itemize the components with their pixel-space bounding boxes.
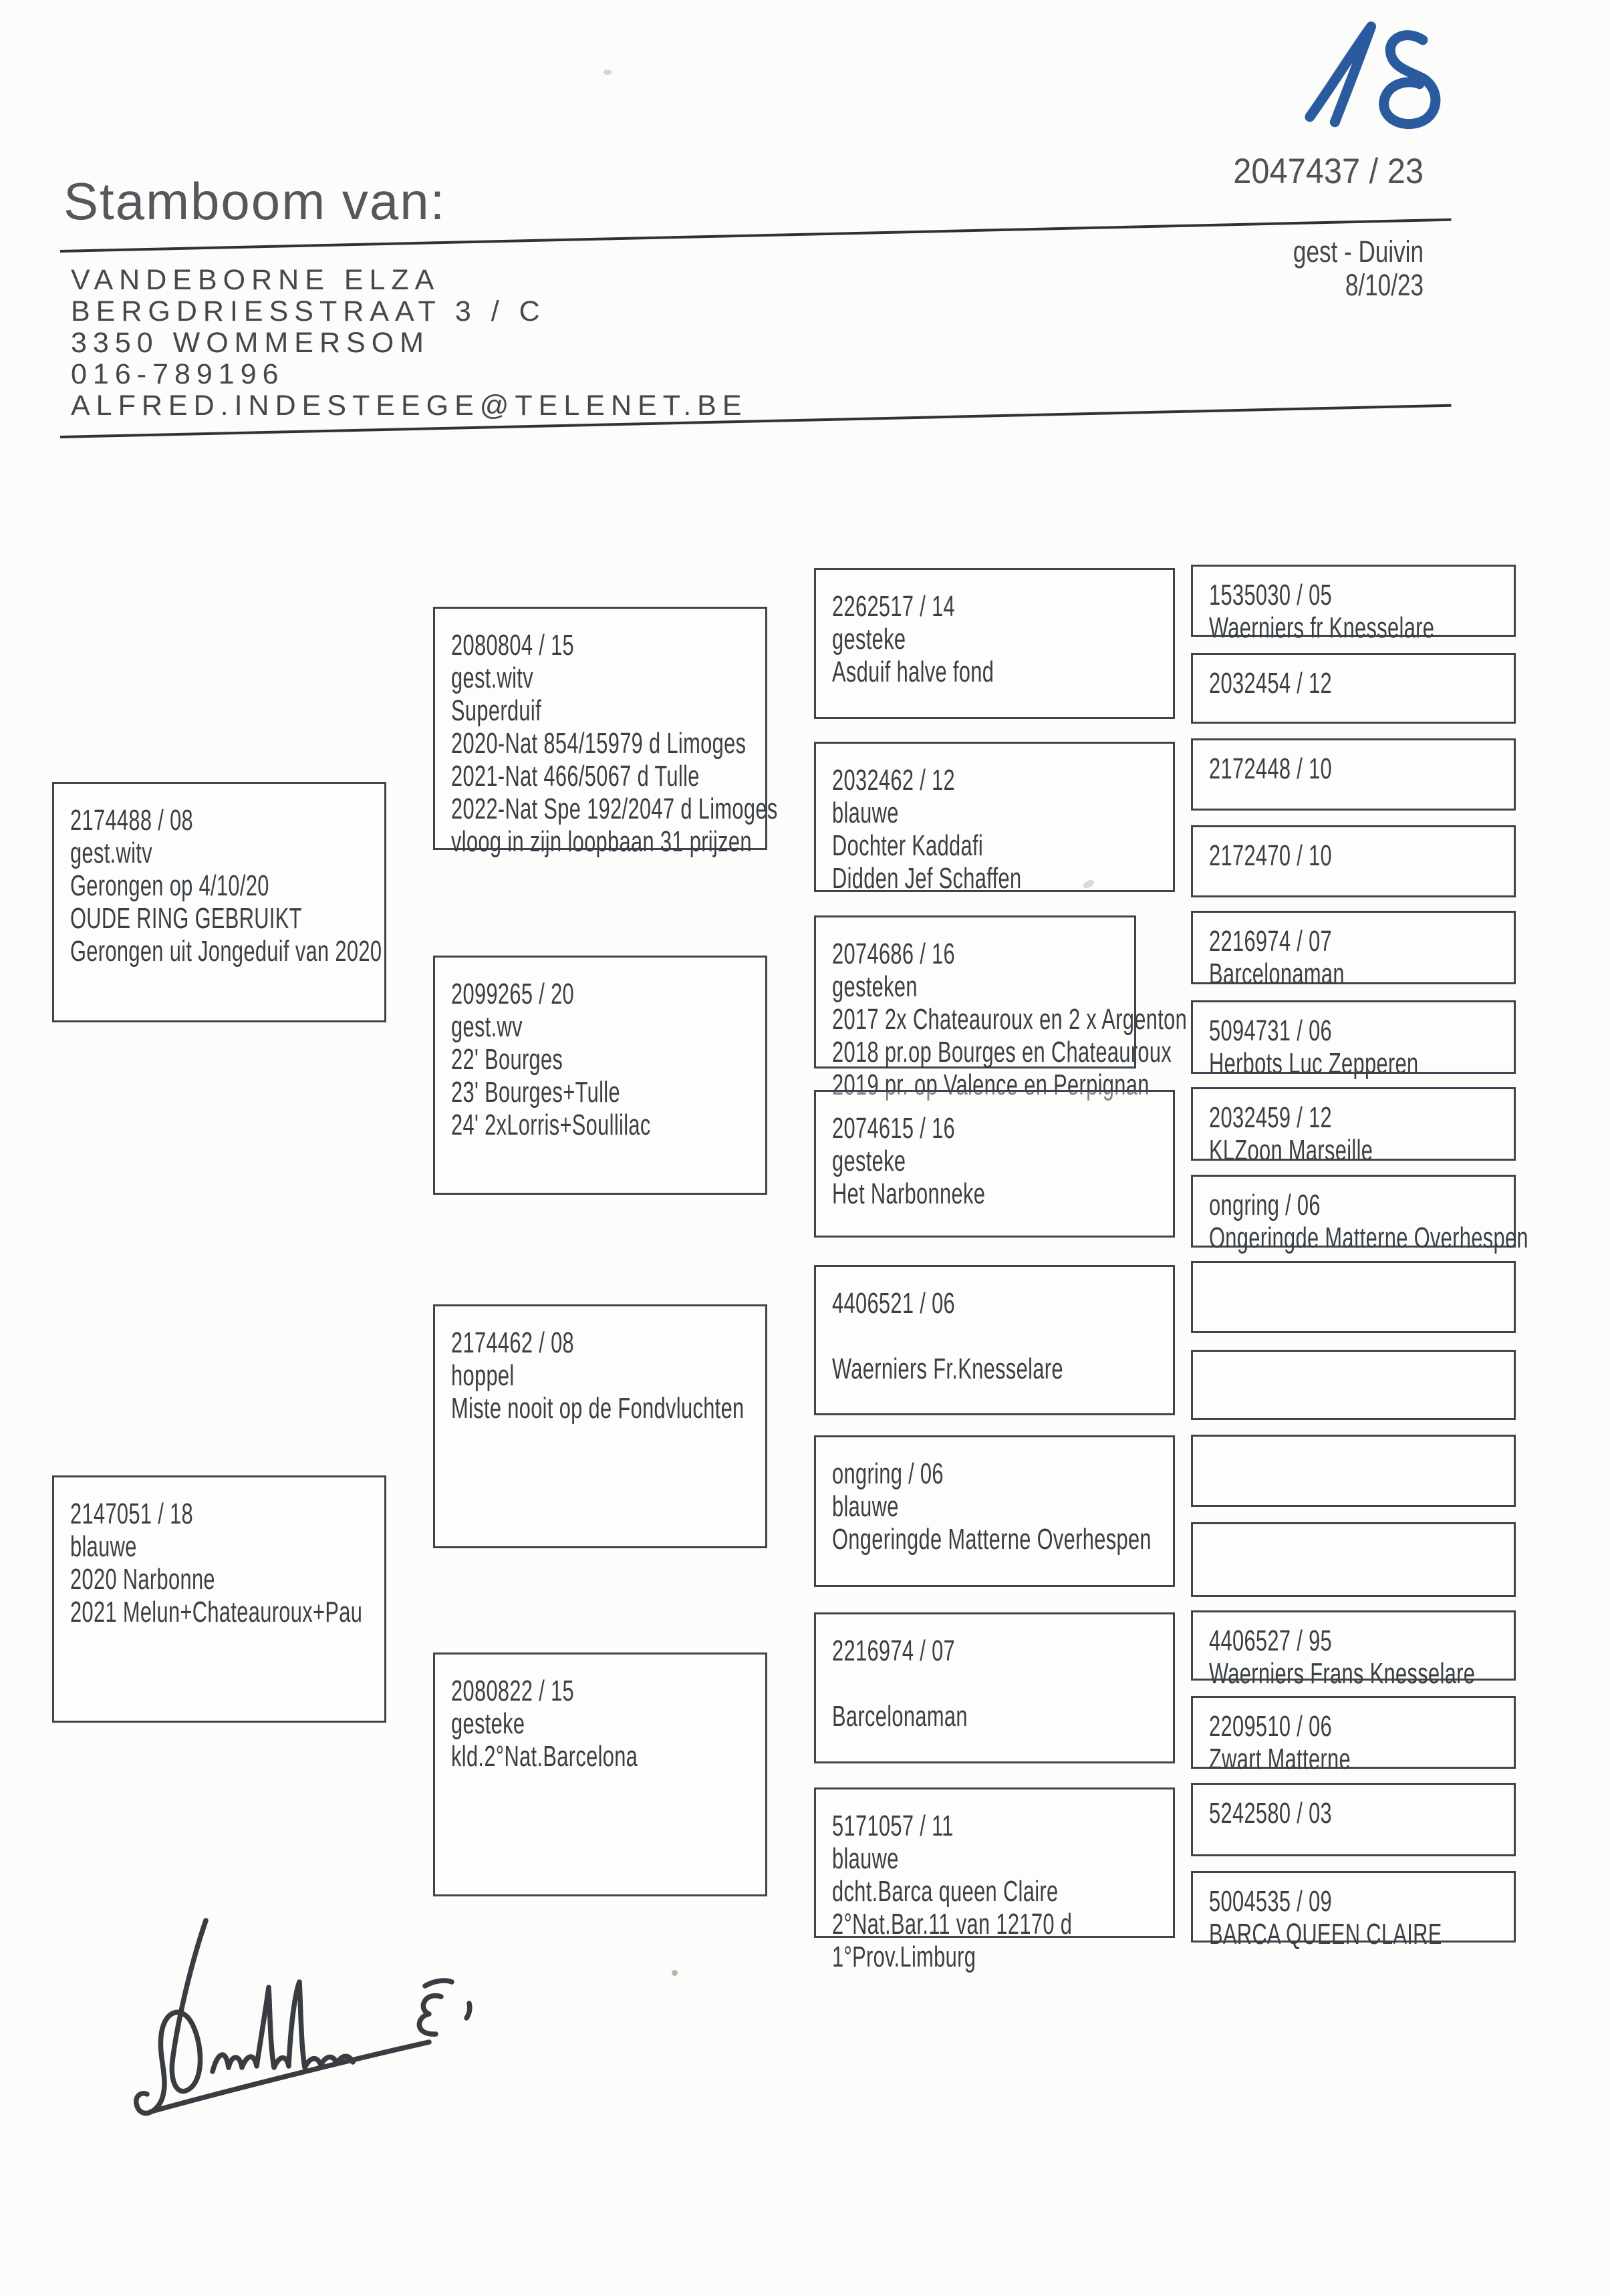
box-line: Gerongen uit Jongeduif van 2020: [70, 935, 382, 968]
pedigree-box-g4b3: [1191, 738, 1516, 811]
box-text: [451, 1326, 745, 1425]
pedigree-box-g4b4: [1191, 825, 1516, 897]
pedigree-box-g4b15: [1191, 1783, 1516, 1856]
pedigree-box-g4b2: [1191, 653, 1516, 724]
box-line: ongring / 06: [832, 1457, 944, 1490]
box-line: gest.witv: [451, 662, 533, 694]
pedigree-box-g2b1: [433, 607, 778, 858]
signature: [127, 1906, 488, 2133]
box-line: 2°Nat.Bar.11 van 12170 d: [832, 1908, 1073, 1941]
pedigree-box-g4b16: [1191, 1871, 1516, 1951]
box-line: ongring / 06: [1209, 1189, 1321, 1222]
box-line: Het Narbonneke: [832, 1177, 986, 1210]
box-line: hoppel: [451, 1359, 515, 1392]
pedigree-box-g3b7: [814, 1612, 1175, 1763]
owner-phone: 016-789196: [71, 358, 285, 390]
box-line: Waerniers Frans Knesselare: [1209, 1657, 1476, 1690]
box-line: 5171057 / 11: [832, 1810, 954, 1842]
box-text: [1209, 1189, 1528, 1254]
pedigree-box-g3b1: [814, 568, 1175, 719]
box-text: [451, 978, 671, 1141]
pedigree-box-g4b10: [1191, 1350, 1516, 1420]
bird-date: 8/10/23: [1345, 268, 1424, 302]
box-line: gest.witv: [70, 837, 152, 869]
pedigree-box-g1b2: [52, 1475, 386, 1723]
pedigree-box-g3b2: [814, 742, 1175, 895]
pedigree-box-g4b11: [1191, 1435, 1516, 1507]
scan-speck: [672, 1970, 678, 1976]
pedigree-box-g4b5: [1191, 911, 1516, 990]
box-line: kld.2°Nat.Barcelona: [451, 1740, 638, 1773]
box-line: 5094731 / 06: [1209, 1014, 1333, 1047]
box-line: blauwe: [832, 1842, 899, 1875]
pedigree-box-g2b4: [433, 1653, 767, 1896]
owner-city: 3350 WOMMERSOM: [71, 327, 430, 359]
box-line: Barcelonaman: [832, 1700, 968, 1733]
box-line: 2174462 / 08: [451, 1326, 575, 1359]
box-line: 2021-Nat 466/5067 d Tulle: [451, 760, 700, 793]
box-line: 2074686 / 16: [832, 938, 956, 970]
box-line: [832, 1667, 1071, 1700]
box-line: 2032462 / 12: [832, 764, 956, 797]
box-line: gesteke: [832, 623, 906, 656]
box-text: [832, 1634, 1071, 1733]
digit-1-stroke: [1310, 21, 1371, 125]
bird-type: gest - Duivin: [1293, 235, 1424, 269]
box-line: gesteke: [832, 1145, 906, 1177]
pedigree-box-g3b5: [814, 1265, 1175, 1415]
pedigree-box-g4b8: [1191, 1175, 1528, 1254]
box-line: 2020 Narbonne: [70, 1563, 215, 1596]
box-line: gesteken: [832, 970, 918, 1003]
pedigree-box-g3b3: [814, 915, 1188, 1101]
box-text: [832, 1810, 1071, 1973]
box-line: Gerongen op 4/10/20: [70, 869, 269, 902]
box-text: [451, 629, 778, 858]
pedigree-box-g2b3: [433, 1304, 767, 1548]
box-line: gest.wv: [451, 1010, 523, 1043]
box-text: [1209, 1101, 1422, 1167]
box-line: 2147051 / 18: [70, 1497, 194, 1530]
box-line: 2080804 / 15: [451, 629, 575, 662]
box-line: 2032454 / 12: [1209, 667, 1333, 700]
box-text: [1209, 1710, 1422, 1775]
box-text: [1209, 925, 1422, 990]
box-text: [70, 804, 382, 968]
box-line: 2172470 / 10: [1209, 839, 1333, 872]
pedigree-box-g3b4: [814, 1090, 1175, 1238]
box-line: 2209510 / 06: [1209, 1710, 1333, 1743]
pedigree-box-g4b7: [1191, 1087, 1516, 1167]
box-line: 2022-Nat Spe 192/2047 d Limoges: [451, 793, 778, 825]
box-line: 1535030 / 05: [1209, 579, 1333, 611]
box-line: BARCA QUEEN CLAIRE: [1209, 1918, 1442, 1951]
pedigree-box-g3b8: [814, 1787, 1175, 1973]
bird-stamp-block: [1136, 235, 1424, 302]
box-text: [1209, 752, 1422, 785]
pedigree-box-g4b1: [1191, 565, 1516, 644]
box-text: [832, 764, 1071, 895]
pedigree-box-g2b2: [433, 956, 767, 1195]
box-line: 4406527 / 95: [1209, 1624, 1333, 1657]
box-text: [832, 938, 1188, 1101]
box-text: [1209, 579, 1435, 644]
pedigree-box-g4b9: [1191, 1261, 1516, 1333]
pedigree-box-g4b13: [1191, 1610, 1516, 1690]
box-text: [1209, 1797, 1422, 1830]
box-line: 23' Bourges+Tulle: [451, 1076, 620, 1109]
pedigree-box-g4b6: [1191, 1000, 1516, 1080]
box-line: Waerniers fr Knesselare: [1209, 611, 1435, 644]
handwritten-number-18: [1300, 11, 1467, 141]
pedigree-box-g4b12: [1191, 1522, 1516, 1597]
box-text: [451, 1675, 671, 1773]
box-line: 2020-Nat 854/15979 d Limoges: [451, 727, 747, 760]
box-text: [1209, 1624, 1476, 1690]
box-line: 2080822 / 15: [451, 1675, 575, 1707]
box-text: [1209, 839, 1422, 872]
scan-speck: [603, 69, 612, 75]
box-line: 2216974 / 07: [832, 1634, 956, 1667]
box-text: [832, 1287, 1071, 1385]
box-line: 5242580 / 03: [1209, 1797, 1333, 1830]
digit-8-stroke: [1382, 33, 1442, 127]
box-line: Miste nooit op de Fondvluchten: [451, 1392, 745, 1425]
ring-number: 2047437 / 23: [1233, 152, 1424, 191]
box-text: [1209, 1014, 1422, 1080]
box-line: Ongeringde Matterne Overhespen: [1209, 1222, 1528, 1254]
box-text: [70, 1497, 363, 1628]
pedigree-box-g1b1: [52, 782, 386, 1022]
owner-name: VANDEBORNE ELZA: [71, 264, 440, 296]
box-line: 5004535 / 09: [1209, 1885, 1333, 1918]
box-line: Waerniers Fr.Knesselare: [832, 1352, 1063, 1385]
box-line: Superduif: [451, 694, 542, 727]
owner-street: BERGDRIESSTRAAT 3 / C: [71, 295, 546, 327]
box-line: 2074615 / 16: [832, 1112, 956, 1145]
box-line: 2262517 / 14: [832, 590, 956, 623]
box-line: Barcelonaman: [1209, 958, 1345, 990]
box-line: Dochter Kaddafi: [832, 829, 984, 862]
box-line: gesteke: [451, 1707, 525, 1740]
box-line: Herbots Luc Zepperen: [1209, 1047, 1419, 1080]
box-line: [832, 1320, 1071, 1352]
pedigree-box-g4b14: [1191, 1696, 1516, 1775]
box-line: 2174488 / 08: [70, 804, 194, 837]
box-line: 2018 pr.op Bourges en Chateauroux: [832, 1036, 1172, 1068]
box-line: Ongeringde Matterne Overhespen: [832, 1523, 1152, 1556]
box-line: Didden Jef Schaffen: [832, 862, 1022, 895]
box-line: blauwe: [832, 1490, 899, 1523]
box-text: [832, 590, 1071, 688]
pedigree-box-g3b6: [814, 1435, 1175, 1587]
box-line: 22' Bourges: [451, 1043, 563, 1076]
box-line: 24' 2xLorris+Soullilac: [451, 1109, 651, 1141]
box-line: 2021 Melun+Chateauroux+Pau: [70, 1596, 363, 1628]
box-line: 4406521 / 06: [832, 1287, 956, 1320]
box-text: [1209, 1885, 1442, 1951]
box-line: Asduif halve fond: [832, 656, 994, 688]
box-text: [832, 1457, 1152, 1556]
box-line: blauwe: [70, 1530, 137, 1563]
box-line: OUDE RING GEBRUIKT: [70, 902, 302, 935]
box-line: vloog in zijn loopbaan 31 prijzen: [451, 825, 752, 858]
box-text: [1209, 667, 1422, 700]
box-text: [832, 1112, 1071, 1210]
owner-email: ALFRED.INDESTEEGE@TELENET.BE: [71, 390, 748, 422]
box-line: 2017 2x Chateauroux en 2 x Argenton: [832, 1003, 1188, 1036]
box-line: Zwart Matterne: [1209, 1743, 1351, 1775]
box-line: dcht.Barca queen Claire: [832, 1875, 1059, 1908]
box-line: KLZoon Marseille: [1209, 1134, 1373, 1167]
box-line: 2099265 / 20: [451, 978, 575, 1010]
box-line: 2172448 / 10: [1209, 752, 1333, 785]
box-line: blauwe: [832, 797, 899, 829]
page-title: Stamboom van:: [63, 172, 446, 231]
box-line: 2216974 / 07: [1209, 925, 1333, 958]
box-line: 1°Prov.Limburg: [832, 1941, 976, 1973]
box-line: 2019 pr. op Valence en Perpignan: [832, 1068, 1150, 1101]
owner-address-block: [71, 265, 748, 422]
box-line: 2032459 / 12: [1209, 1101, 1333, 1134]
